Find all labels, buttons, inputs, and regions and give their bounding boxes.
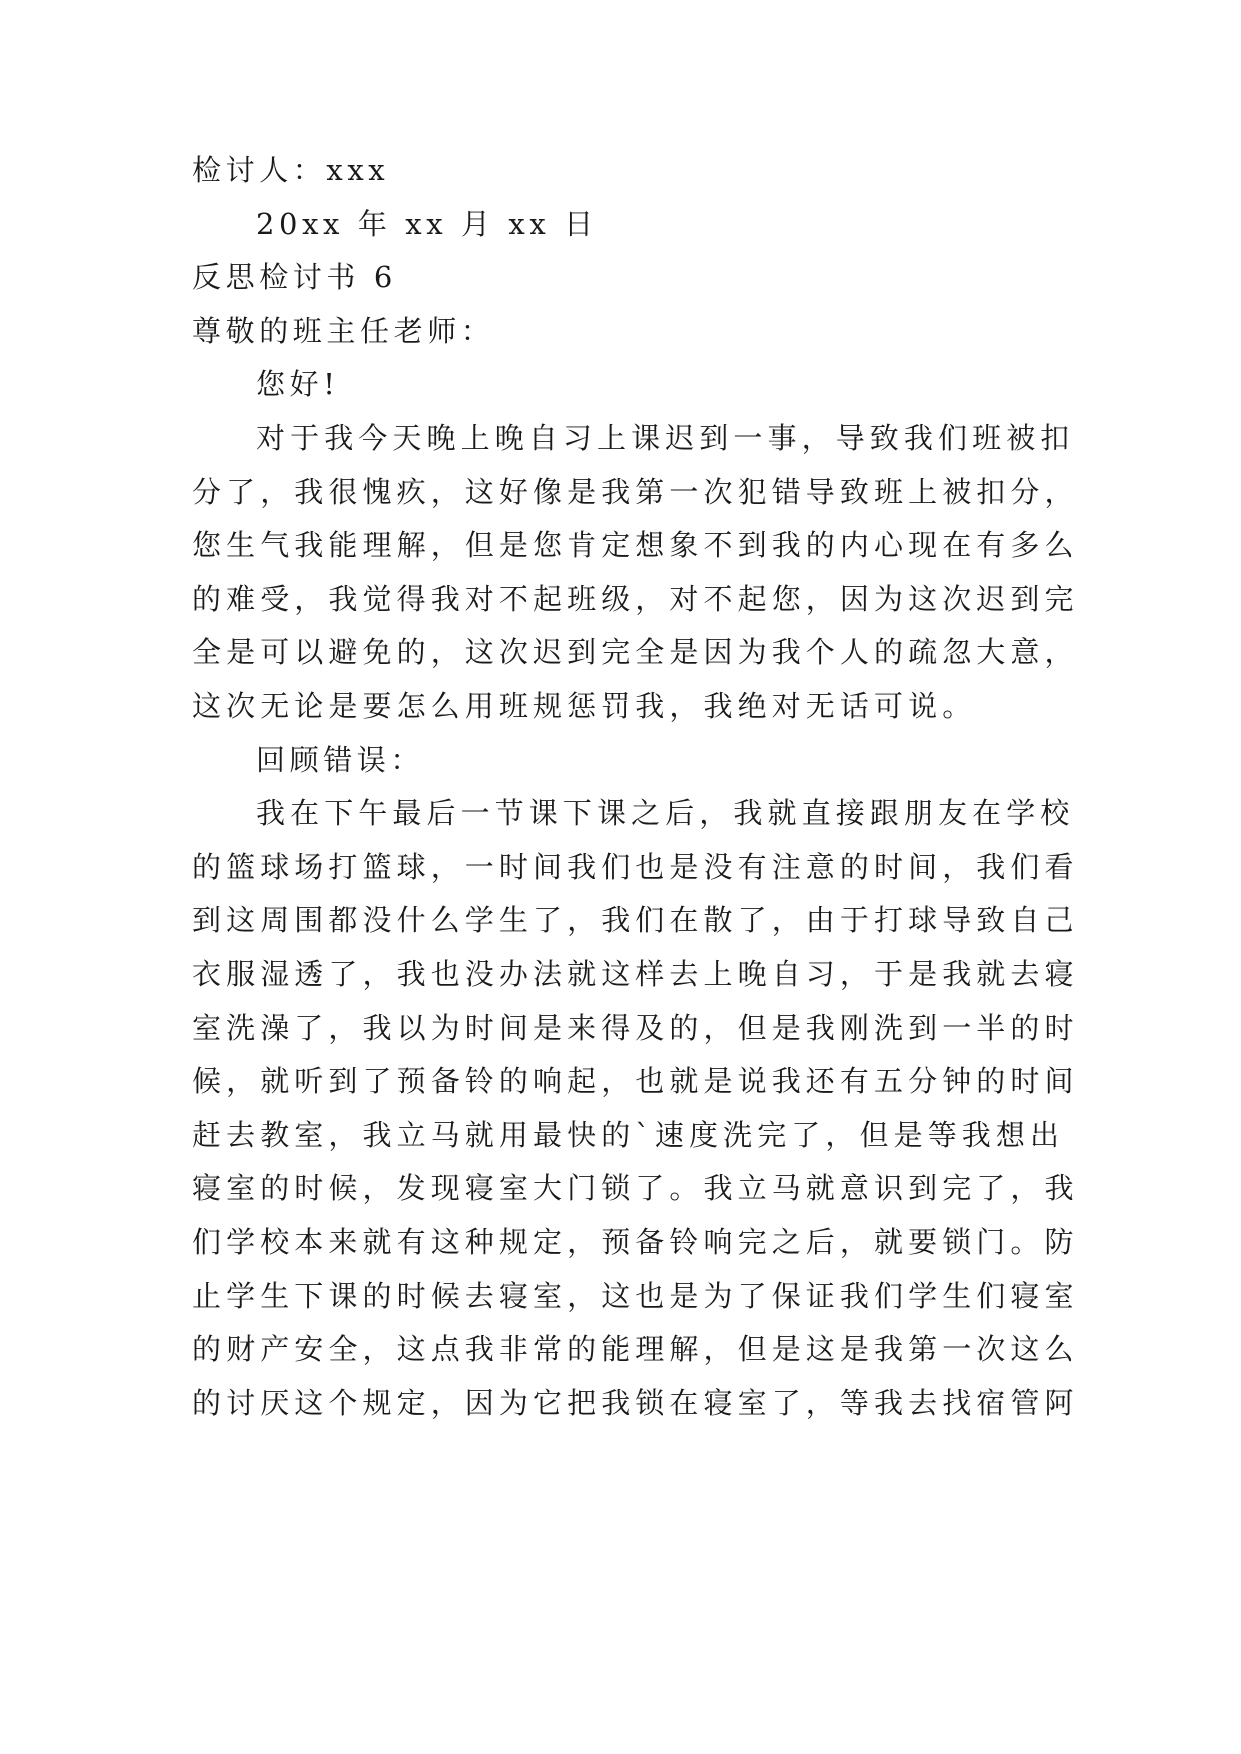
paragraph1-line: 全是可以避免的，这次迟到完全是因为我个人的疏忽大意， (192, 635, 1079, 669)
paragraph2-line: 衣服湿透了，我也没办法就这样去上晚自习，于是我就去寝 (192, 957, 1079, 991)
paragraph2-line: 寝室的时候，发现寝室大门锁了。我立马就意识到完了，我 (192, 1171, 1079, 1205)
greeting: 您好! (256, 367, 340, 401)
paragraph2-line: 的讨厌这个规定，因为它把我锁在寝室了，等我去找宿管阿 (192, 1386, 1079, 1420)
paragraph2-line: 我在下午最后一节课下课之后，我就直接跟朋友在学校 (256, 796, 1075, 830)
paragraph2-line: 到这周围都没什么学生了，我们在散了，由于打球导致自己 (192, 903, 1079, 937)
paragraph2-line: 们学校本来就有这种规定，预备铃响完之后，就要锁门。防 (192, 1225, 1079, 1259)
paragraph2-line: 止学生下课的时候去寝室，这也是为了保证我们学生们寝室 (192, 1279, 1079, 1313)
paragraph2-line: 室洗澡了，我以为时间是来得及的，但是我刚洗到一半的时 (192, 1011, 1079, 1045)
reviewer-signature: 检讨人：xxx (192, 153, 390, 187)
paragraph2-line: 的篮球场打篮球，一时间我们也是没有注意的时间，我们看 (192, 850, 1079, 884)
paragraph1-line: 的难受，我觉得我对不起班级，对不起您，因为这次迟到完 (192, 582, 1079, 616)
document-title: 反思检讨书 6 (192, 260, 397, 294)
paragraph1-line: 分了，我很愧疚，这好像是我第一次犯错导致班上被扣分， (192, 475, 1079, 509)
section-heading: 回顾错误： (256, 743, 425, 777)
paragraph1-line: 您生气我能理解，但是您肯定想象不到我的内心现在有多么 (192, 528, 1079, 562)
paragraph2-line: 赶去教室，我立马就用最快的`速度洗完了，但是等我想出 (192, 1118, 1065, 1152)
signature-date: 20xx 年 xx 月 xx 日 (256, 207, 598, 241)
paragraph1-line: 对于我今天晚上晚自习上课迟到一事，导致我们班被扣 (256, 421, 1075, 455)
paragraph1-line: 这次无论是要怎么用班规惩罚我，我绝对无话可说。 (192, 689, 977, 723)
paragraph2-line: 的财产安全，这点我非常的能理解，但是这是我第一次这么 (192, 1332, 1079, 1366)
paragraph2-line: 候，就听到了预备铃的响起，也就是说我还有五分钟的时间 (192, 1064, 1079, 1098)
salutation: 尊敬的班主任老师： (192, 314, 495, 348)
